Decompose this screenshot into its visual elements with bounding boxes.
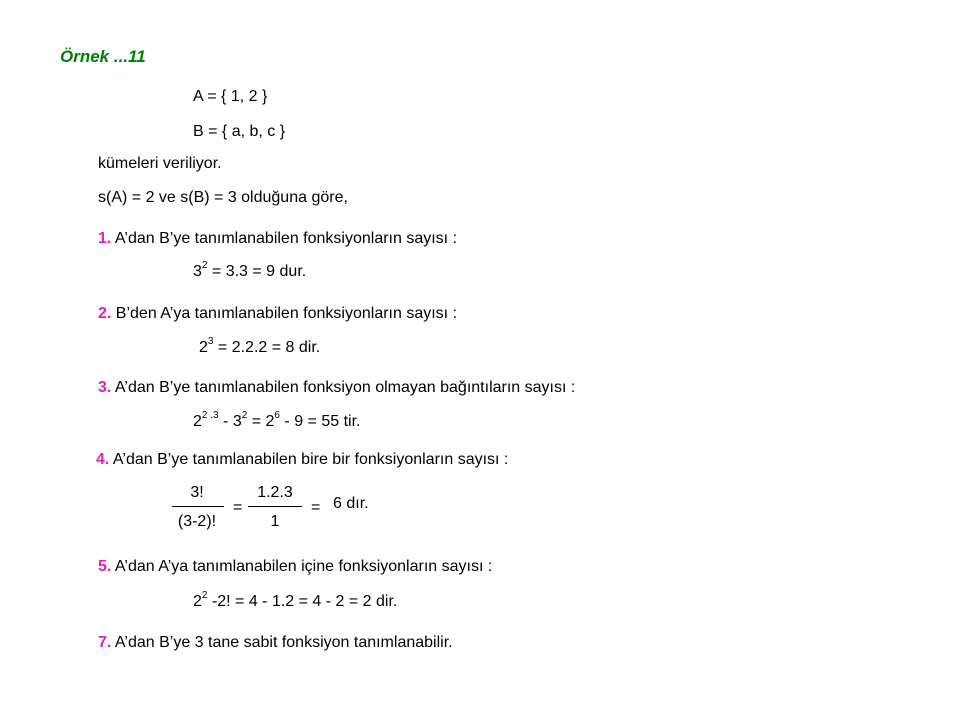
question-7 xyxy=(98,633,453,653)
condition-statement: s(A) = 2 ve s(B) = 3 olduğuna göre, xyxy=(98,189,348,206)
example-title: Örnek ...11 xyxy=(60,47,146,66)
fraction-1-numerator: 3! xyxy=(190,484,204,501)
answer-2: $2^3 = 2.2.2 = 8$ dir. xyxy=(199,335,321,356)
fraction-2-denominator: 1 xyxy=(270,513,280,530)
answer-3: $2^{2 .3} - 3^2 = 2^6 - 9 = 55$ tir. xyxy=(193,409,361,430)
question-text: A’dan A’ya tanımlanabilen içine fonksiyonların sayısı : xyxy=(111,558,493,575)
question-5 xyxy=(98,557,492,577)
fraction-1-bar xyxy=(172,506,224,507)
fraction-result: 6 dır. xyxy=(333,495,369,512)
answer-1: $3^2 = 3.3 = 9$ dur. xyxy=(193,259,307,280)
question-4 xyxy=(96,450,508,470)
set-a-definition: A = { 1, 2 } xyxy=(193,88,268,105)
question-1 xyxy=(98,229,457,249)
set-b-definition: B = { a, b, c } xyxy=(193,123,286,140)
fraction-2-bar xyxy=(248,506,302,507)
question-text: A’dan B’ye tanımlanabilen fonksiyon olmayan bağıntıların sayısı : xyxy=(111,379,576,396)
question-number: 2. xyxy=(98,305,112,322)
fraction-1-denominator: (3-2)! xyxy=(177,513,217,530)
question-2 xyxy=(98,304,457,324)
question-number: 1. xyxy=(98,230,112,247)
equals-sign-1: = xyxy=(233,499,243,516)
question-number: 7. xyxy=(98,634,112,651)
fraction-2-numerator: 1.2.3 xyxy=(257,484,293,501)
question-number: 4. xyxy=(96,451,110,468)
question-text: A’dan B’ye tanımlanabilen bire bir fonksiyonların sayısı : xyxy=(109,451,509,468)
question-text: A’dan B’ye tanımlanabilen fonksiyonların sayısı : xyxy=(111,230,458,247)
question-number: 5. xyxy=(98,558,112,575)
question-text: B’den A’ya tanımlanabilen fonksiyonların sayısı : xyxy=(111,305,458,322)
answer-5: $2^2$ -2! = 4 - 1.2 = 4 - 2 = 2 dir. xyxy=(193,589,398,610)
question-number: 3. xyxy=(98,379,112,396)
question-3 xyxy=(98,378,575,398)
question-text: A’dan B’ye 3 tane sabit fonksiyon tanımlanabilir. xyxy=(111,634,453,651)
equals-sign-2: = xyxy=(311,499,321,516)
given-statement: kümeleri veriliyor. xyxy=(98,155,222,172)
